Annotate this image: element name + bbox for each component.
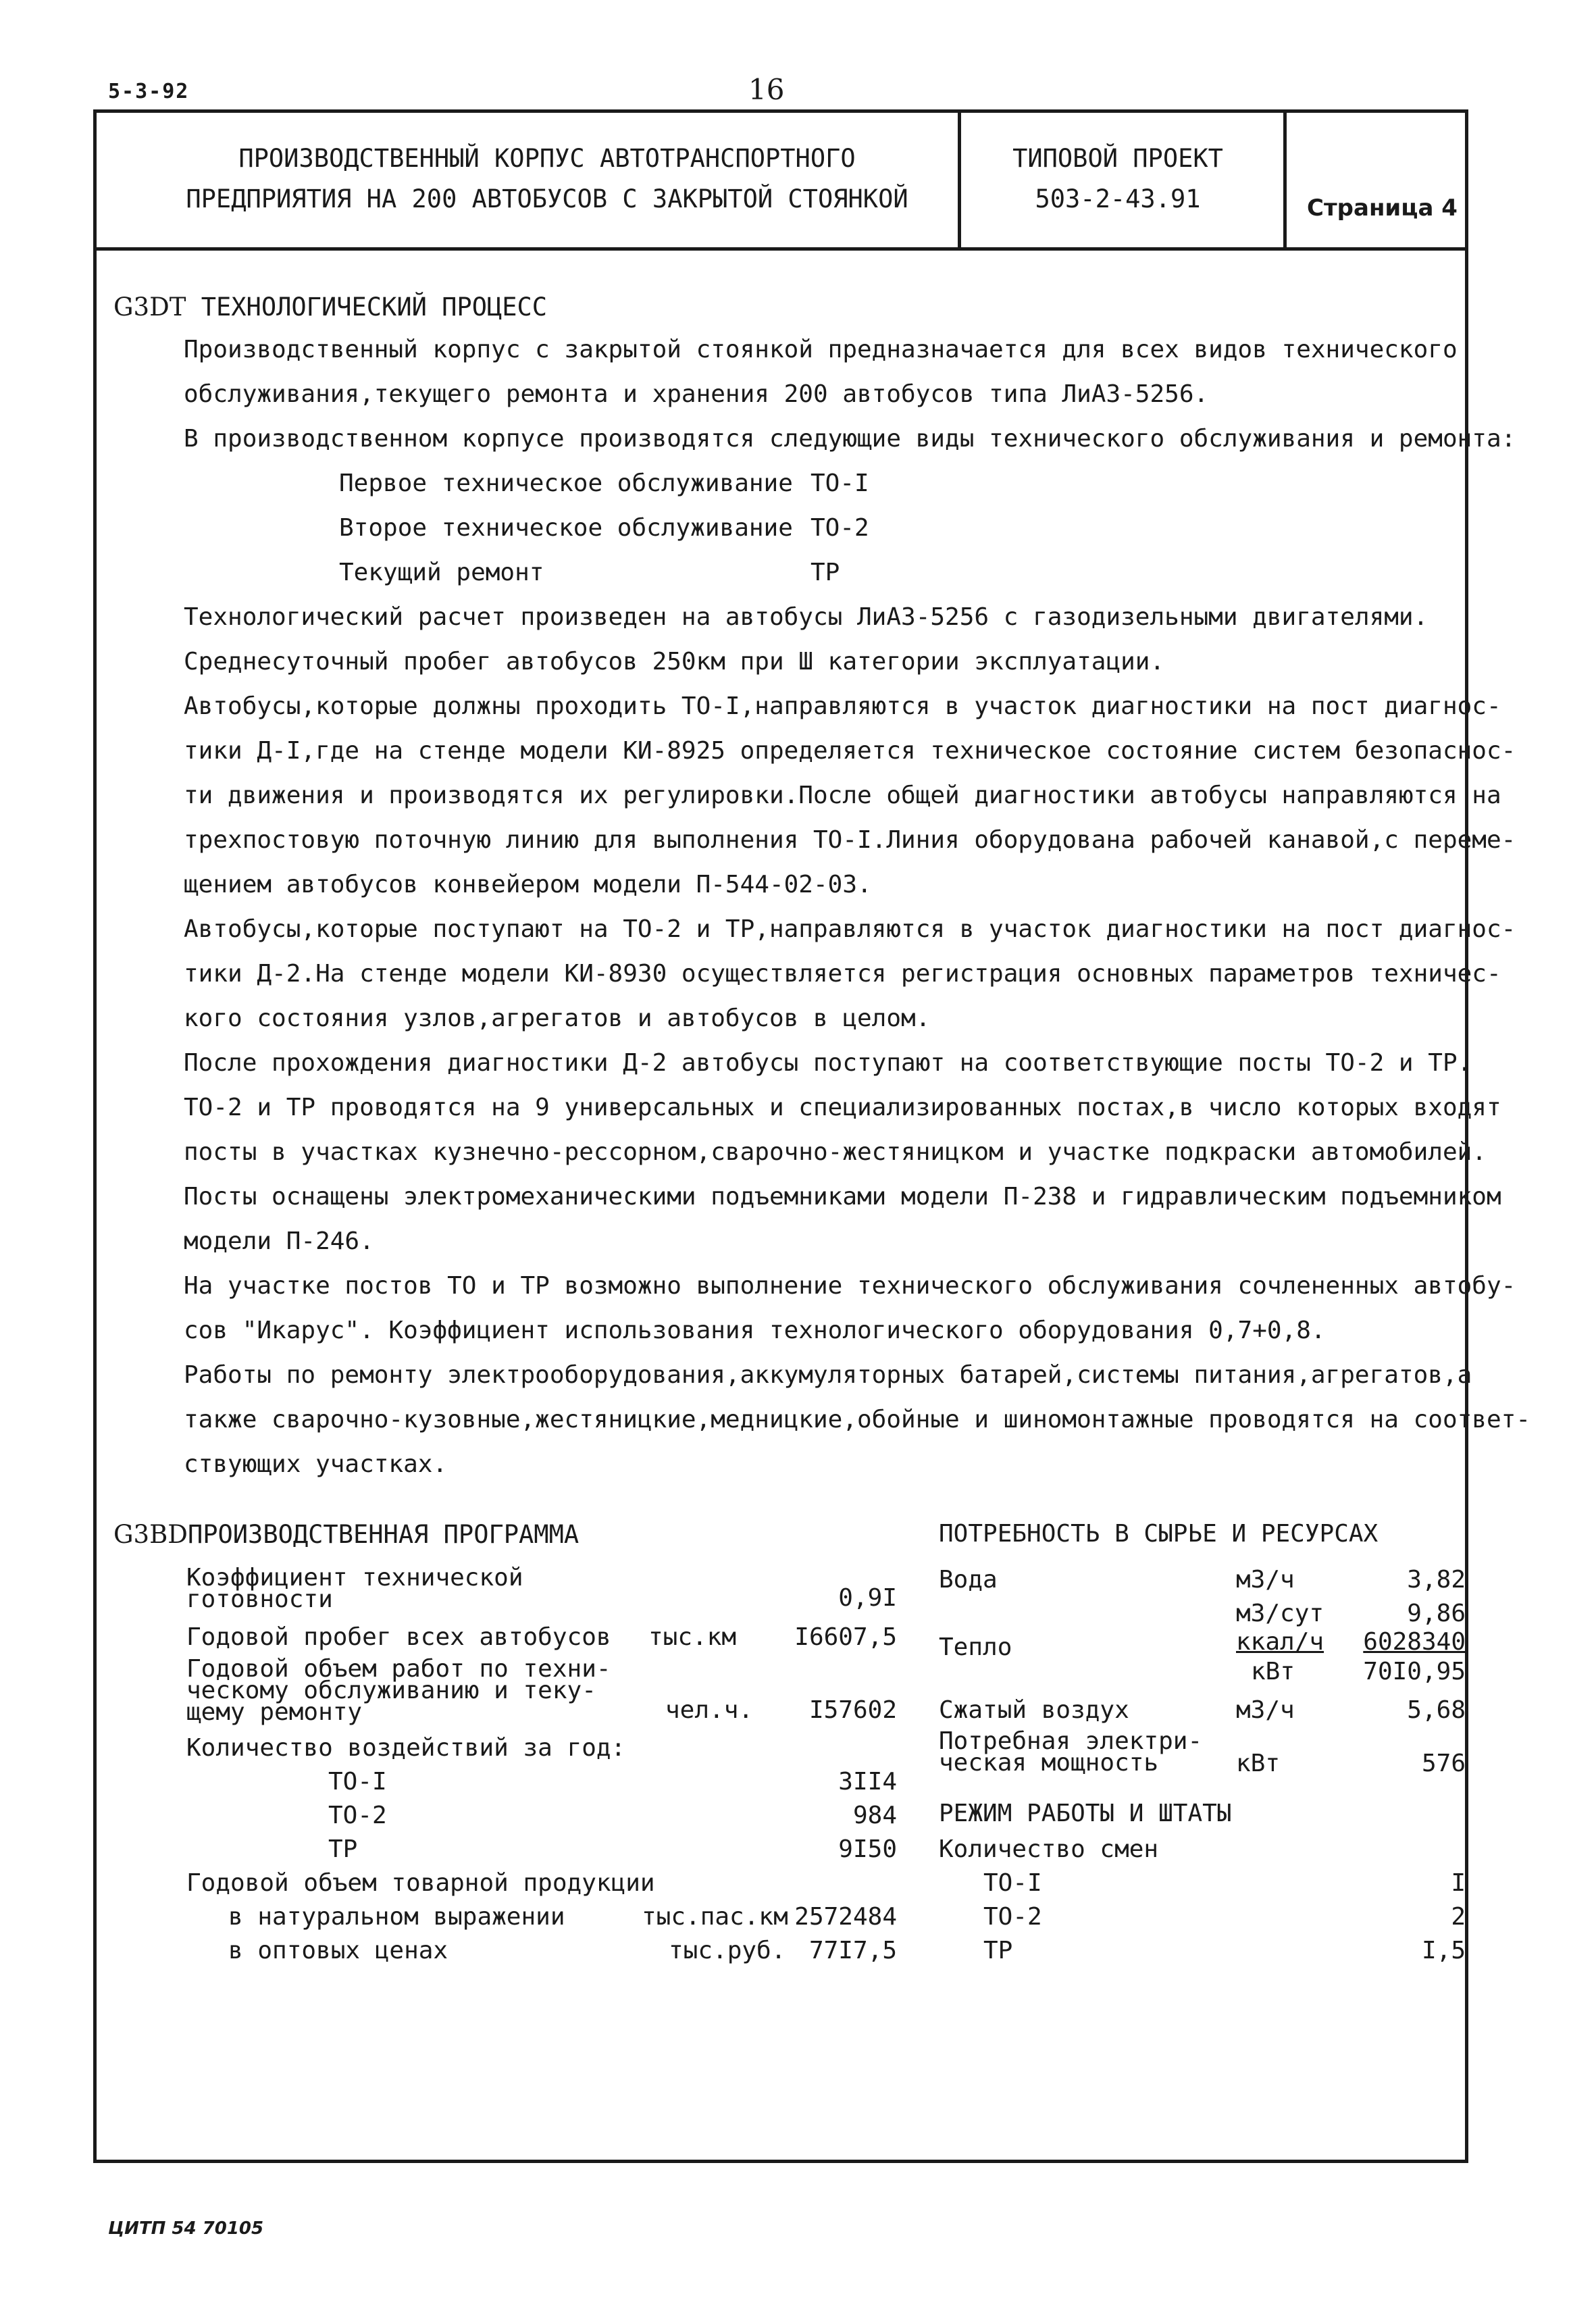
section2-code: G3BD bbox=[113, 1520, 188, 1549]
action-name-2: ТО-2 bbox=[328, 1802, 387, 1829]
section1-title: ТЕХНОЛОГИЧЕСКИЙ ПРОЦЕСС bbox=[201, 293, 548, 322]
mileage-label: Годовой пробег всех автобусов bbox=[186, 1623, 611, 1651]
water-unit-day: м3/сут bbox=[1236, 1600, 1324, 1627]
text-line: Посты оснащены электромеханическими подъемниками модели П-238 и гидравлическим подъемником bbox=[184, 1183, 1501, 1211]
wholesale-label: в оптовых ценах bbox=[228, 1937, 448, 1964]
action-name-1: ТО-I bbox=[328, 1768, 387, 1796]
intro-line-1: Производственный корпус с закрытой стоянкой предназначается для всех видов технического bbox=[184, 336, 1458, 363]
page-number: 16 bbox=[748, 73, 785, 106]
text-line: посты в участках кузнечно-рессорном,сварочно-жестяницком и участке подкраски автомобилей. bbox=[184, 1138, 1487, 1166]
water-value-hour: 3,82 bbox=[1407, 1566, 1466, 1594]
readiness-value: 0,9I bbox=[838, 1584, 897, 1612]
kind-name-1: Первое техническое обслуживание bbox=[339, 469, 793, 497]
actions-label: Количество воздействий за год: bbox=[186, 1734, 626, 1762]
natural-value: 2572484 bbox=[794, 1903, 897, 1931]
kind-name-3: Текущий ремонт bbox=[339, 559, 544, 586]
section2-heading bbox=[113, 1520, 579, 1549]
shift-name-1: ТО-I bbox=[983, 1869, 1042, 1897]
section1-code: G3DT bbox=[113, 293, 186, 322]
shift-name-2: ТО-2 bbox=[983, 1903, 1042, 1931]
text-line: Автобусы,которые должны проходить ТО-I,направляются в участок диагностики на пост диагнос- bbox=[184, 692, 1501, 720]
natural-unit: тыс.пас.км bbox=[642, 1903, 788, 1931]
header-divider-2 bbox=[1283, 109, 1287, 249]
heat-label: Тепло bbox=[939, 1633, 1012, 1661]
heat-unit-kcal: ккал/ч bbox=[1236, 1628, 1324, 1656]
shift-value-1: I bbox=[1451, 1869, 1466, 1897]
heat-unit-kw: кВт bbox=[1251, 1658, 1295, 1685]
kind-code-2: ТО-2 bbox=[810, 514, 869, 542]
project-number: ТИПОВОЙ ПРОЕКТ 503-2-43.91 bbox=[1012, 144, 1223, 213]
mileage-value: I6607,5 bbox=[794, 1623, 897, 1651]
section3-heading: ПОТРЕБНОСТЬ В СЫРЬЕ И РЕСУРСАХ bbox=[939, 1520, 1379, 1548]
action-name-3: ТР bbox=[328, 1835, 358, 1863]
work-volume-unit: чел.ч. bbox=[665, 1696, 754, 1724]
shift-name-3: ТР bbox=[983, 1937, 1013, 1964]
wholesale-unit: тыс.руб. bbox=[669, 1937, 786, 1964]
text-line: После прохождения диагностики Д-2 автобусы поступают на соответствующие посты ТО-2 и ТР. bbox=[184, 1049, 1472, 1077]
power-value: 576 bbox=[1421, 1750, 1466, 1777]
action-value-1: 3II4 bbox=[838, 1768, 897, 1796]
text-line: ТО-2 и ТР проводятся на 9 универсальных и специализированных постах,в число которых входят bbox=[184, 1094, 1501, 1121]
text-line: Технологический расчет произведен на автобусы ЛиАЗ-5256 с газодизельными двигателями. bbox=[184, 603, 1428, 631]
header-divider-1 bbox=[958, 109, 961, 249]
document-title: ПРОИЗВОДСТВЕННЫЙ КОРПУС АВТОТРАНСПОРТНОГО ПРЕДПРИЯТИЯ НА 200 АВТОБУСОВ С ЗАКРЫТОЙ СТОЯНКОЙ bbox=[186, 144, 908, 213]
natural-label: в натуральном выражении bbox=[228, 1903, 565, 1931]
heat-value-kcal: 6028340 bbox=[1363, 1628, 1466, 1656]
action-value-3: 9I50 bbox=[838, 1835, 897, 1863]
text-line: трехпостовую поточную линию для выполнения ТО-I.Линия оборудована рабочей канавой,с переме- bbox=[184, 826, 1516, 854]
text-line: тики Д-2.На стенде модели КИ-8930 осуществляется регистрация основных параметров техничес- bbox=[184, 960, 1501, 988]
kind-code-3: ТР bbox=[810, 559, 840, 586]
text-line: ствующих участках. bbox=[184, 1450, 448, 1478]
text-line: модели П-246. bbox=[184, 1227, 374, 1255]
power-label: Потребная электри- ческая мощность bbox=[939, 1727, 1203, 1777]
air-label: Сжатый воздух bbox=[939, 1696, 1129, 1724]
power-unit: кВт bbox=[1236, 1750, 1281, 1777]
air-unit: м3/ч bbox=[1236, 1696, 1295, 1724]
text-line: Работы по ремонту электрооборудования,аккумуляторных батарей,системы питания,агрегатов,а bbox=[184, 1361, 1472, 1389]
publisher-stamp: ЦИТП 54 70105 bbox=[108, 2218, 264, 2239]
product-label: Годовой объем товарной продукции bbox=[186, 1869, 655, 1897]
header-bottom-rule bbox=[93, 247, 1468, 251]
action-value-2: 984 bbox=[852, 1802, 897, 1829]
work-volume-label: Годовой объем работ по техни- ческому обслуживанию и теку- щему ремонту bbox=[186, 1655, 611, 1726]
work-volume-value: I57602 bbox=[808, 1696, 897, 1724]
sheet-label: Страница 4 bbox=[1307, 195, 1458, 222]
document-code: 5-3-92 bbox=[108, 80, 190, 103]
kinds-intro: В производственном корпусе производятся следующие виды технического обслуживания и ремонта: bbox=[184, 425, 1516, 453]
text-line: Среднесуточный пробег автобусов 250км при Ш категории эксплуатации. bbox=[184, 648, 1165, 676]
heat-value-kw: 70I0,95 bbox=[1363, 1658, 1466, 1685]
text-line: Автобусы,которые поступают на ТО-2 и ТР,направляются в участок диагностики на пост диагнос- bbox=[184, 915, 1516, 943]
section2-title: ПРОИЗВОДСТВЕННАЯ ПРОГРАММА bbox=[187, 1520, 580, 1549]
mileage-unit: тыс.км bbox=[648, 1623, 737, 1651]
kind-name-2: Второе техническое обслуживание bbox=[339, 514, 793, 542]
section1-heading bbox=[113, 293, 547, 322]
text-line: также сварочно-кузовные,жестяницкие,медницкие,обойные и шиномонтажные проводятся на соответ- bbox=[184, 1406, 1530, 1433]
text-line: кого состояния узлов,агрегатов и автобусов в целом. bbox=[184, 1005, 931, 1032]
readiness-label: Коэффициент технической готовности bbox=[186, 1564, 523, 1613]
shift-value-3: I,5 bbox=[1421, 1937, 1466, 1964]
text-line: На участке постов ТО и ТР возможно выполнение технического обслуживания сочлененных автобу- bbox=[184, 1272, 1516, 1300]
text-line: сов "Икарус". Коэффициент использования технологического оборудования 0,7+0,8. bbox=[184, 1317, 1326, 1344]
text-line: ти движения и производятся их регулировки.После общей диагностики автобусы направляются на bbox=[184, 782, 1501, 809]
kind-code-1: ТО-I bbox=[810, 469, 869, 497]
water-value-day: 9,86 bbox=[1407, 1600, 1466, 1627]
water-label: Вода bbox=[939, 1566, 998, 1594]
air-value: 5,68 bbox=[1407, 1696, 1466, 1724]
water-unit-hour: м3/ч bbox=[1236, 1566, 1295, 1594]
shift-value-2: 2 bbox=[1451, 1903, 1466, 1931]
shifts-label: Количество смен bbox=[939, 1835, 1159, 1863]
text-line: щением автобусов конвейером модели П-544-02-03. bbox=[184, 871, 872, 898]
wholesale-value: 77I7,5 bbox=[808, 1937, 897, 1964]
section4-heading: РЕЖИМ РАБОТЫ И ШТАТЫ bbox=[939, 1800, 1232, 1827]
intro-line-2: обслуживания,текущего ремонта и хранения 200 автобусов типа ЛиАЗ-5256. bbox=[184, 380, 1209, 408]
text-line: тики Д-I,где на стенде модели КИ-8925 определяется техническое состояние систем безопаснос- bbox=[184, 737, 1516, 765]
